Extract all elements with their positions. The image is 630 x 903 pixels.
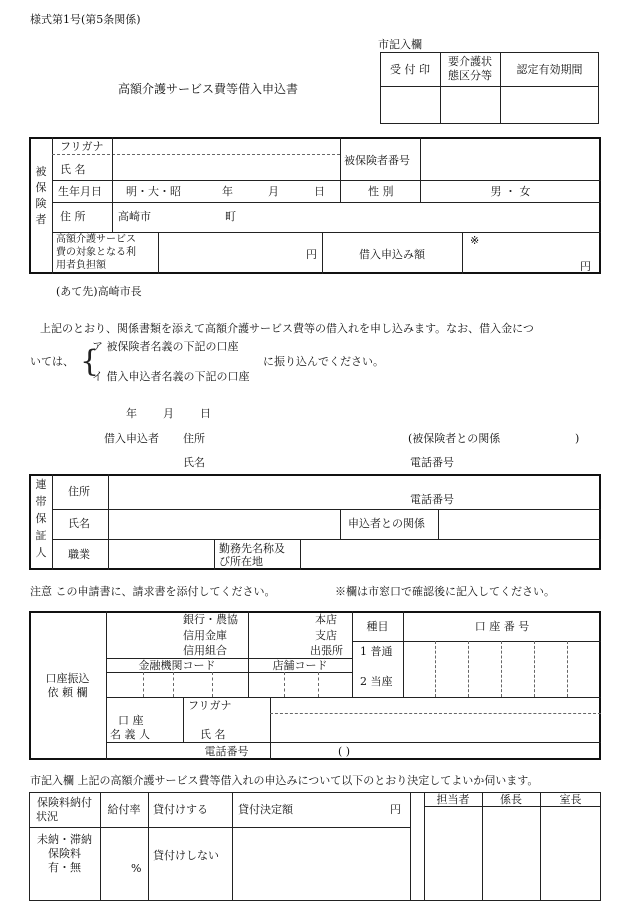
- date-month: 月: [163, 407, 174, 420]
- account-holder-label-1: 口 座: [118, 714, 144, 727]
- guarantor-phone-label: 電話番号: [410, 493, 454, 506]
- body-line-1: 上記のとおり、関係書類を添えて高額介護サービス費等の借入れを申し込みます。なお、借入金につ: [40, 322, 534, 335]
- birthdate-label: 生年月日: [58, 185, 102, 198]
- brace-left: {: [80, 344, 100, 379]
- account-number-label: 口 座 番 号: [474, 620, 530, 633]
- guarantor-group-label: 連 帯 保 証 人: [35, 478, 47, 560]
- relation-close: ): [575, 432, 580, 445]
- guarantor-relation-label: 申込者との関係: [348, 517, 425, 530]
- holder-phone-paren: ( ): [338, 745, 351, 758]
- branch-type-2: 支店: [315, 629, 337, 642]
- account-type-current: 2 当座: [360, 675, 393, 688]
- addressee: (あて先)高崎市長: [56, 285, 142, 298]
- care-level-label-1: 要介護状: [448, 55, 492, 68]
- bank-section-label-2: 依 頼 欄: [47, 686, 88, 699]
- holder-phone-label: 電話番号: [204, 745, 249, 758]
- burden-yen: 円: [306, 248, 317, 261]
- notice-note: ※欄は市窓口で確認後に記入してください。: [335, 585, 555, 598]
- care-level-label-2: 態区分等: [448, 69, 492, 82]
- premium-status-label-2: 状況: [36, 810, 58, 823]
- form-number: 様式第1号(第5条関係): [30, 13, 141, 26]
- gender-options: 男 ・ 女: [490, 185, 531, 198]
- benefit-rate-label: 給付率: [107, 803, 141, 816]
- name-label: 氏 名: [60, 163, 86, 176]
- relation-label: (被保険者との関係: [408, 432, 501, 445]
- gender-label: 性 別: [368, 185, 394, 198]
- guarantor-name-label: 氏名: [68, 517, 90, 530]
- unpaid-label-2: 保険料: [48, 847, 81, 860]
- applicant-name-label: 氏名: [183, 456, 205, 469]
- loan-yen: 円: [580, 260, 591, 273]
- option-a: ア 被保険者名義の下記の口座: [92, 340, 239, 353]
- page-title: 高額介護サービス費等借入申込書: [118, 82, 299, 96]
- guarantor-job-label: 職業: [68, 548, 90, 561]
- burden-label-2: 費の対象となる利: [56, 247, 136, 258]
- applicant-phone-label: 電話番号: [410, 456, 454, 469]
- branch-type-1: 本店: [315, 613, 337, 626]
- account-holder-label-2: 名 義 人: [110, 728, 150, 741]
- date-year: 年: [126, 407, 137, 420]
- body-line-2-end: に振り込んでください。: [263, 355, 384, 368]
- loan-amount-label: 借入申込み額: [359, 248, 425, 261]
- burden-label-1: 高額介護サービス: [56, 234, 136, 245]
- era-options: 明・大・昭: [126, 185, 181, 198]
- institution-type-1: 銀行・農協: [183, 613, 238, 626]
- institution-type-3: 信用組合: [183, 644, 227, 657]
- birth-month-label: 月: [268, 185, 279, 198]
- notice-text: 注意 この申請書に、請求書を添付してください。: [30, 585, 276, 598]
- birth-day-label: 日: [314, 185, 325, 198]
- address-city: 高崎市: [118, 210, 151, 223]
- premium-status-label-1: 保険料納付: [37, 796, 92, 809]
- city-section-label: 市記入欄: [378, 38, 422, 51]
- account-type-ordinary: 1 普通: [360, 645, 393, 658]
- unpaid-label-1: 未納・滞納: [37, 833, 92, 846]
- insured-group-label: 被 保 険 者: [35, 165, 47, 226]
- rate-percent: %: [131, 862, 142, 875]
- address-town: 町: [225, 210, 236, 223]
- holder-name-label: 氏 名: [200, 728, 226, 741]
- reception-stamp-label: 受 付 印: [390, 63, 430, 76]
- city-mark: ※: [470, 234, 480, 247]
- decision-heading: 市記入欄 上記の高額介護サービス費等借入れの申込みについて以下のとおり決定してよいか伺います。: [30, 774, 539, 787]
- option-i: イ 借入申込者名義の下記の口座: [92, 370, 250, 383]
- guarantor-address-label: 住所: [68, 485, 90, 498]
- date-day: 日: [200, 407, 211, 420]
- guarantor-table: [29, 474, 601, 570]
- workplace-label-1: 勤務先名称及: [219, 542, 285, 555]
- institution-type-2: 信用金庫: [183, 629, 227, 642]
- validity-period-label: 認定有効期間: [516, 63, 583, 76]
- birth-year-label: 年: [222, 185, 233, 198]
- account-type-label: 種目: [366, 620, 389, 633]
- applicant-label: 借入申込者: [104, 432, 159, 445]
- unpaid-label-3: 有・無: [48, 861, 81, 874]
- loan-decision-amount-label: 貸付決定額: [238, 803, 293, 816]
- address-label: 住 所: [60, 210, 86, 223]
- insured-number-label: 被保険者番号: [344, 154, 410, 167]
- workplace-label-2: び所在地: [219, 555, 263, 568]
- bank-code-label: 金融機関コード: [138, 659, 216, 672]
- applicant-address-label: 住所: [183, 432, 205, 445]
- staff-label: 担当者: [436, 793, 470, 806]
- furigana-label: フリガナ: [60, 140, 104, 153]
- branch-type-3: 出張所: [310, 644, 343, 657]
- chief-label: 係長: [500, 793, 522, 806]
- body-line-2: いては、: [30, 355, 74, 368]
- holder-furigana-label: フリガナ: [188, 699, 232, 712]
- head-label: 室長: [559, 793, 582, 806]
- lend-label: 貸付けする: [153, 803, 208, 816]
- branch-code-label: 店舗コード: [272, 659, 328, 672]
- burden-label-3: 用者負担額: [56, 260, 106, 271]
- bank-section-label-1: 口座振込: [45, 672, 90, 685]
- decision-yen: 円: [390, 803, 401, 816]
- no-lend-label: 貸付けしない: [153, 849, 219, 862]
